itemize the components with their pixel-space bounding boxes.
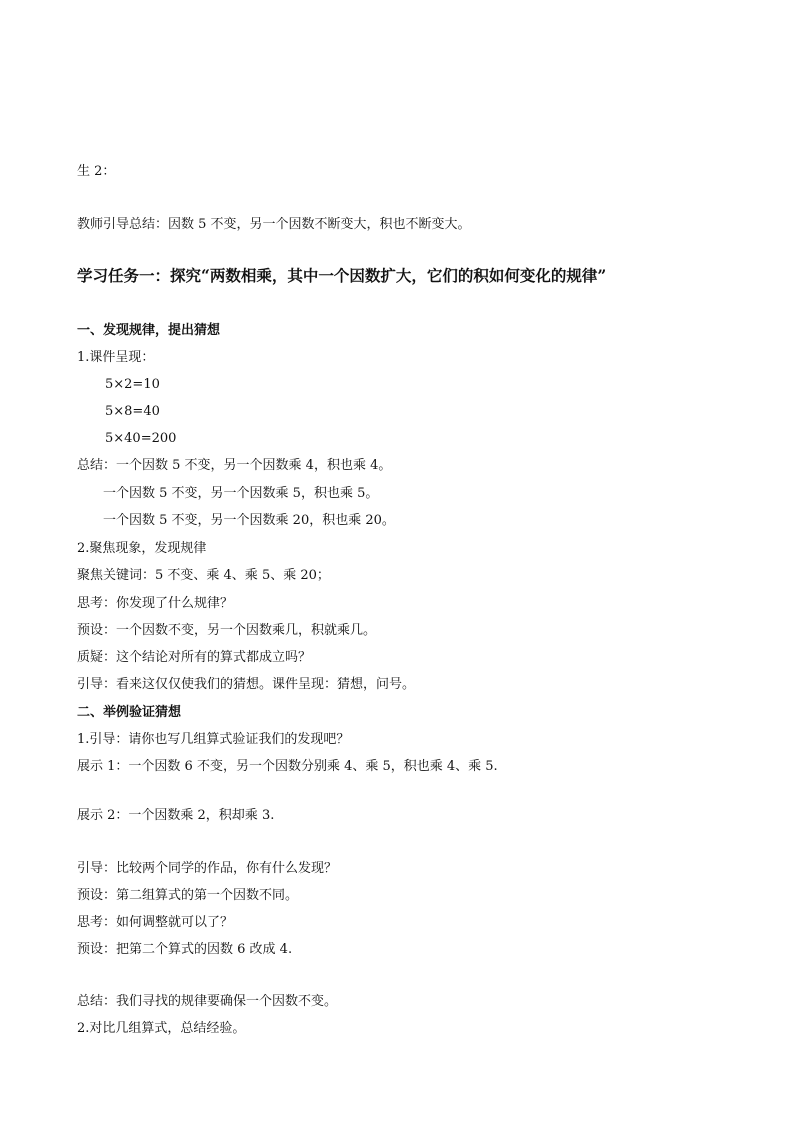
equation-3: 5×40=200 [105,431,177,446]
teacher-summary: 教师引导总结：因数 5 不变，另一个因数不断变大，积也不断变大。 [77,217,471,232]
summary-line-1: 总结：一个因数 5 不变，另一个因数乘 4，积也乘 4。 [77,458,392,473]
section-2-heading: 二、举例验证猜想 [77,705,182,720]
rule-summary-line: 总结：我们寻找的规律要确保一个因数不变。 [77,994,338,1009]
summary-line-2: 一个因数 5 不变，另一个因数乘 5，积也乘 5。 [103,486,379,501]
courseware-item: 1.课件呈现： [77,350,155,365]
preset-line: 预设：一个因数不变，另一个因数乘几，积就乘几。 [77,623,377,638]
focus-item: 2.聚焦现象，发现规律 [77,541,207,556]
equation-2: 5×8=40 [105,404,160,419]
question-line: 质疑：这个结论对所有的算式都成立吗？ [77,650,312,665]
compare-guide-line: 引导：比较两个同学的作品，你有什么发现？ [77,861,338,876]
show-1-line: 展示 1：一个因数 6 不变，另一个因数分别乘 4、乘 5，积也乘 4、乘 5. [77,759,498,774]
keywords-line: 聚焦关键词：5 不变、乘 4、乘 5、乘 20； [77,568,330,583]
section-1-heading: 一、发现规律，提出猜想 [77,323,221,338]
think-line: 思考：你发现了什么规律？ [77,596,234,611]
learning-task-title: 学习任务一：探究“两数相乘，其中一个因数扩大，它们的积如何变化的规律” [77,266,607,285]
preset-different-line: 预设：第二组算式的第一个因数不同。 [77,888,299,903]
student-2-line: 生 2： [77,164,116,179]
summary-line-3: 一个因数 5 不变，另一个因数乘 20，积也乘 20。 [103,513,395,528]
guide-write-line: 1.引导：请你也写几组算式验证我们的发现吧？ [77,732,350,747]
contrast-item: 2.对比几组算式，总结经验。 [77,1021,246,1036]
guide-line: 引导：看来这仅仅使我们的猜想。课件呈现：猜想，问号。 [77,677,416,692]
equation-1: 5×2=10 [105,377,160,392]
preset-change-line: 预设：把第二个算式的因数 6 改成 4. [77,942,293,957]
show-2-line: 展示 2：一个因数乘 2，积却乘 3. [77,808,275,823]
adjust-think-line: 思考：如何调整就可以了？ [77,915,234,930]
